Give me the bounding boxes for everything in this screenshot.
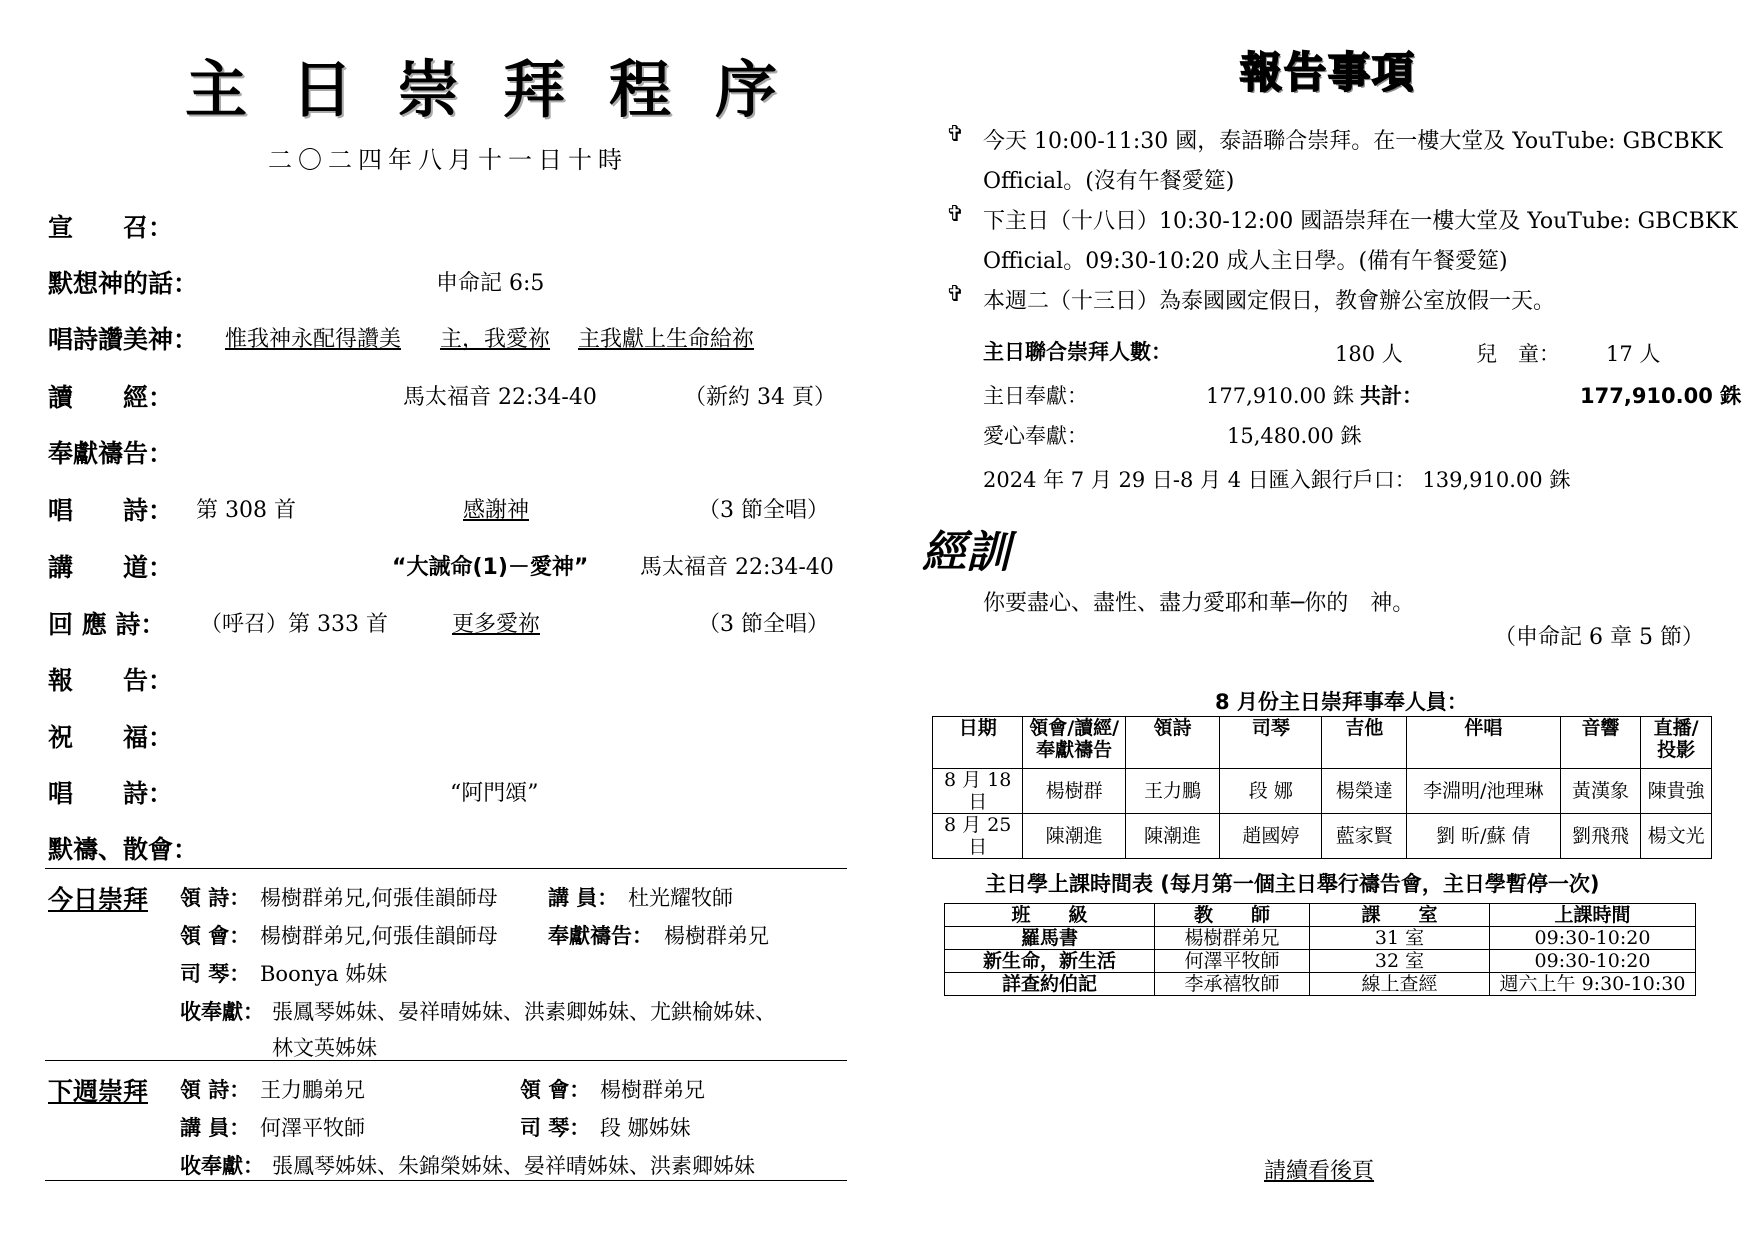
roster-header-chorus-l1: 伴唱 (1464, 717, 1503, 739)
today-heading: 今日崇拜 (48, 885, 149, 914)
program-label-announce: 報 告： (48, 666, 174, 695)
children-value: 17 人 (1606, 342, 1661, 366)
ss-cell: 線上查經 (1310, 973, 1490, 996)
ss-cell: 31 室 (1310, 927, 1490, 950)
announcement-3-line1: 本週二（十三日）為泰國國定假日，教會辦公室放假一天。 (983, 289, 1556, 314)
today-collectors-label: 收奉獻： (180, 1000, 264, 1024)
roster-cell: 陳潮進 (1125, 814, 1219, 859)
next-song-leader: 王力鵬弟兄 (260, 1078, 365, 1102)
ss-header-room: 課 室 (1310, 904, 1490, 927)
program-label-hymn: 唱 詩： (48, 496, 174, 525)
hymn-verses: （3 節全唱） (698, 498, 829, 523)
roster-header-date-l1: 日期 (958, 717, 997, 739)
roster-header-guitar (1322, 717, 1406, 769)
roster-header-song (1125, 717, 1219, 769)
ss-cell: 週六上午 9:30-10:30 (1490, 973, 1696, 996)
ss-header-teacher: 教 師 (1155, 904, 1310, 927)
sunday-school-table (944, 903, 1696, 996)
service-date: 二〇二四年八月十一日十時 (268, 146, 628, 174)
roster-cell: 楊樹群 (1023, 769, 1125, 814)
roster-cell: 楊文光 (1641, 814, 1712, 859)
ss-cell: 09:30-10:20 (1490, 950, 1696, 973)
announcement-1-line1: 今天 10:00-11:30 國，泰語聯合崇拜。在一樓大堂及 YouTube: GBCBKK (983, 129, 1723, 154)
next-collectors-label: 收奉獻： (180, 1154, 264, 1178)
bullet-cross-icon: ✞ (946, 122, 965, 147)
today-song-leader-label: 領 詩： (180, 886, 251, 910)
next-collectors: 張鳳琴姊妹、朱錦榮姊妹、晏祥晴姊妹、洪素卿姊妹 (272, 1154, 755, 1178)
hymn-title: 感謝神 (463, 498, 530, 523)
roster-header-row (933, 717, 1712, 769)
program-label-closing-hymn: 唱 詩： (48, 779, 174, 808)
program-label-reading: 讀 經： (48, 383, 174, 412)
program-label-offering-prayer: 奉獻禱告： (48, 439, 174, 468)
response-title: 更多愛祢 (452, 612, 541, 637)
table-row (945, 950, 1696, 973)
roster-header-guitar-l1: 吉他 (1345, 717, 1384, 739)
program-label-praise: 唱詩讚美神： (48, 325, 199, 354)
today-song-leader: 楊樹群弟兄,何張佳韻師母 (260, 886, 498, 910)
bullet-cross-icon: ✞ (946, 282, 965, 307)
attendance-label: 主日聯合崇拜人數： (983, 340, 1172, 364)
deposit-line: 2024 年 7 月 29 日-8 月 4 日匯入銀行戶口： 139,910.00 銖 (983, 468, 1571, 492)
today-pianist-label: 司 琴： (180, 962, 251, 986)
reading-page: （新約 34 頁） (684, 385, 836, 410)
table-row (945, 927, 1696, 950)
ss-cell-class: 羅馬書 (945, 927, 1155, 950)
meditation-ref: 申命記 6:5 (436, 271, 545, 296)
today-offering-prayer-label: 奉獻禱告： (548, 924, 653, 948)
program-title: 主日崇拜程序 (185, 53, 822, 126)
next-pianist: 段 娜姊妹 (600, 1116, 691, 1140)
roster-cell: 李淵明/池理琳 (1406, 769, 1560, 814)
bullet-cross-icon: ✞ (946, 202, 965, 227)
program-label-response: 回 應 詩： (48, 610, 166, 639)
roster-header-chorus (1406, 717, 1560, 769)
ss-cell: 32 室 (1310, 950, 1490, 973)
roster-header-stream (1641, 717, 1712, 769)
praise-song-2: 主，我愛祢 (440, 327, 551, 352)
divider-next-week (45, 1060, 847, 1061)
program-label-dismissal: 默禱、散會： (48, 835, 199, 864)
program-label-blessing: 祝 福： (48, 723, 174, 752)
sermon-ref: 馬太福音 22:34-40 (640, 555, 834, 580)
ss-cell: 何澤平牧師 (1155, 950, 1310, 973)
roster-table (932, 716, 1712, 859)
roster-cell: 楊榮達 (1322, 769, 1406, 814)
roster-header-stream-l2: 投影 (1657, 739, 1696, 761)
praise-song-1: 惟我神永配得讚美 (225, 327, 402, 352)
program-label-call: 宣 召： (48, 213, 174, 242)
table-row (933, 769, 1712, 814)
today-host-label: 領 會： (180, 924, 251, 948)
today-collectors-1: 張鳳琴姊妹、晏祥晴姊妹、洪素卿姊妹、尤鉷榆姊妹、 (272, 1000, 776, 1024)
announcement-2-line2: Official。09:30-10:20 成人主日學。(備有午餐愛筵) (983, 249, 1508, 274)
roster-cell: 黃漢象 (1560, 769, 1640, 814)
roster-cell: 8 月 18 日 (933, 769, 1023, 814)
next-host: 楊樹群弟兄 (600, 1078, 705, 1102)
continue-note: 請續看後頁 (1264, 1159, 1375, 1184)
total-value: 177,910.00 銖 (1580, 384, 1742, 408)
today-speaker: 杜光耀牧師 (628, 886, 733, 910)
total-label: 共計： (1360, 384, 1423, 408)
scripture-heading: 經訓 (922, 527, 1010, 578)
ss-cell-class: 詳查約伯記 (945, 973, 1155, 996)
children-label: 兒 童： (1476, 342, 1560, 366)
roster-title: 8 月份主日崇拜事奉人員： (1215, 690, 1468, 714)
roster-header-host-l1: 領會/讀經/ (1029, 717, 1120, 739)
announcements-heading: 報告事項 (1240, 48, 1417, 97)
today-speaker-label: 講 員： (548, 886, 619, 910)
roster-header-song-l1: 領詩 (1153, 717, 1192, 739)
offering-value: 177,910.00 銖 (1206, 384, 1354, 408)
love-offering-value: 15,480.00 銖 (1227, 424, 1362, 448)
program-label-meditation: 默想神的話： (48, 269, 199, 298)
today-host: 楊樹群弟兄,何張佳韻師母 (260, 924, 498, 948)
program-label-sermon: 講 道： (48, 553, 174, 582)
roster-header-piano (1220, 717, 1322, 769)
table-row (945, 973, 1696, 996)
roster-cell: 劉飛飛 (1560, 814, 1640, 859)
ss-cell: 李承禧牧師 (1155, 973, 1310, 996)
roster-header-piano-l1: 司琴 (1251, 717, 1290, 739)
ss-header-class: 班 級 (945, 904, 1155, 927)
love-offering-label: 愛心奉獻： (983, 424, 1088, 448)
roster-cell: 陳潮進 (1023, 814, 1125, 859)
roster-cell: 藍家賢 (1322, 814, 1406, 859)
next-speaker: 何澤平牧師 (260, 1116, 365, 1140)
response-number: （呼召）第 333 首 (200, 612, 388, 637)
table-row (933, 814, 1712, 859)
today-collectors-2: 林文英姊妹 (272, 1036, 377, 1060)
praise-song-3: 主我獻上生命給祢 (578, 327, 755, 352)
response-verses: （3 節全唱） (698, 612, 829, 637)
roster-cell: 劉 昕/蘇 倩 (1406, 814, 1560, 859)
sunday-school-title: 主日學上課時間表 (每月第一個主日舉行禱告會，主日學暫停一次) (985, 872, 1600, 896)
offering-label: 主日奉獻： (983, 384, 1088, 408)
closing-hymn-title: “阿門頌” (450, 781, 539, 806)
today-offering-prayer: 楊樹群弟兄 (664, 924, 769, 948)
hymn-number: 第 308 首 (196, 498, 296, 523)
roster-cell: 段 娜 (1220, 769, 1322, 814)
attendance-value: 180 人 (1335, 342, 1403, 366)
next-week-heading: 下週崇拜 (48, 1077, 149, 1106)
roster-cell: 趙國婷 (1220, 814, 1322, 859)
sunday-school-header-row (945, 904, 1696, 927)
divider-today (45, 868, 847, 869)
today-pianist: Boonya 姊妹 (260, 962, 388, 986)
roster-cell: 8 月 25 日 (933, 814, 1023, 859)
next-song-leader-label: 領 詩： (180, 1078, 251, 1102)
roster-cell: 陳貴強 (1641, 769, 1712, 814)
next-speaker-label: 講 員： (180, 1116, 251, 1140)
roster-cell: 王力鵬 (1125, 769, 1219, 814)
divider-bottom (45, 1180, 847, 1181)
scripture-text: 你要盡心、盡性、盡力愛耶和華─你的 神。 (983, 591, 1415, 616)
announcement-1-line2: Official。(沒有午餐愛筵) (983, 169, 1235, 194)
ss-header-time: 上課時間 (1490, 904, 1696, 927)
roster-header-date (933, 717, 1023, 769)
ss-cell-class: 新生命，新生活 (945, 950, 1155, 973)
roster-header-host (1023, 717, 1125, 769)
next-host-label: 領 會： (520, 1078, 591, 1102)
roster-header-stream-l1: 直播/ (1653, 717, 1699, 739)
next-pianist-label: 司 琴： (520, 1116, 591, 1140)
roster-header-sound-l1: 音響 (1581, 717, 1620, 739)
sermon-title: “大誡命(1)－愛神” (392, 555, 589, 580)
scripture-ref: （申命記 6 章 5 節） (1494, 625, 1704, 650)
roster-header-host-l2: 奉獻禱告 (1036, 739, 1113, 761)
roster-header-sound (1560, 717, 1640, 769)
ss-cell: 楊樹群弟兄 (1155, 927, 1310, 950)
announcement-2-line1: 下主日（十八日）10:30-12:00 國語崇拜在一樓大堂及 YouTube: GBCBKK (983, 209, 1738, 234)
reading-ref: 馬太福音 22:34-40 (403, 385, 597, 410)
ss-cell: 09:30-10:20 (1490, 927, 1696, 950)
